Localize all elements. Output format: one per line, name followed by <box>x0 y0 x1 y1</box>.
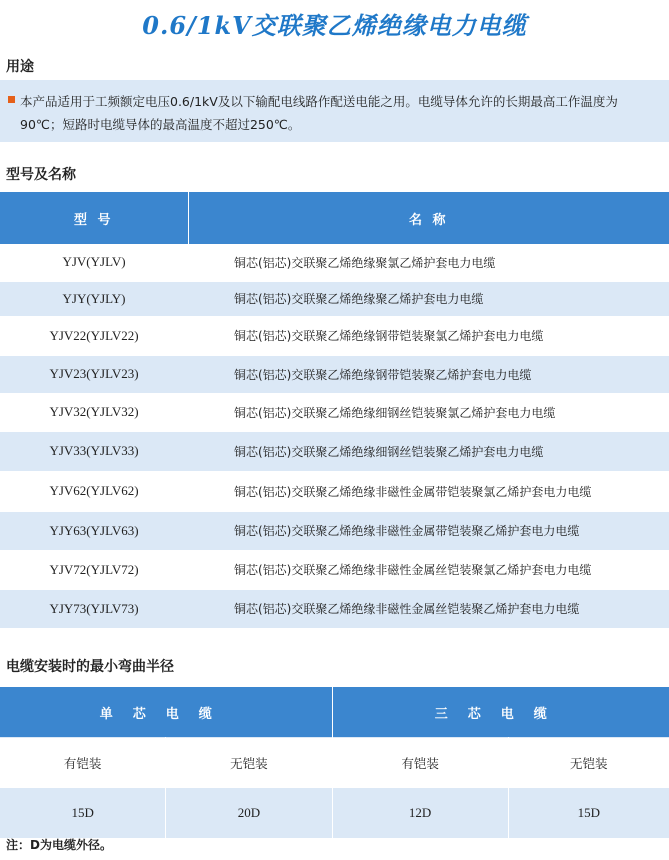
table-row <box>0 316 669 355</box>
bending-heading: 电缆安装时的最小弯曲半径 <box>6 659 174 675</box>
models-heading: 型号及名称 <box>6 167 76 183</box>
table-row <box>0 431 669 471</box>
usage-heading: 用途 <box>6 59 34 75</box>
single-core-header: 单芯电缆 <box>0 687 332 738</box>
model-name: 铜芯(铝芯)交联聚乙烯绝缘钢带铠装聚氯乙烯护套电力电缆 <box>188 316 669 355</box>
model-code: YJV32(YJLV32) <box>0 393 188 431</box>
model-code: YJV72(YJLV72) <box>0 550 188 589</box>
table-row <box>0 281 669 316</box>
table-row <box>0 589 669 628</box>
model-name: 铜芯(铝芯)交联聚乙烯绝缘聚乙烯护套电力电缆 <box>188 281 669 316</box>
model-code: YJV62(YJLV62) <box>0 471 188 511</box>
table-row <box>0 511 669 550</box>
col-name-header: 名 称 <box>188 192 669 244</box>
model-code: YJY63(YJLV63) <box>0 511 188 550</box>
model-name: 铜芯(铝芯)交联聚乙烯绝缘非磁性金属丝铠装聚乙烯护套电力电缆 <box>188 589 669 628</box>
usage-text: 本产品适用于工频额定电压0.6/1kV及以下输配电线路作配送电能之用。电缆导体允许的长期最高工作温度为90℃；短路时电缆导体的最高温度不超过250℃。 <box>20 94 618 132</box>
model-name: 铜芯(铝芯)交联聚乙烯绝缘聚氯乙烯护套电力电缆 <box>188 244 669 281</box>
table-row <box>0 550 669 589</box>
model-code: YJV(YJLV) <box>0 244 188 281</box>
bullet-icon <box>8 96 15 103</box>
table-row <box>0 393 669 431</box>
table-row <box>0 471 669 511</box>
single-unarmored-label: 无铠装 <box>166 738 332 789</box>
model-name: 铜芯(铝芯)交联聚乙烯绝缘钢带铠装聚乙烯护套电力电缆 <box>188 355 669 393</box>
bending-values-row <box>0 788 669 838</box>
model-code: YJV33(YJLV33) <box>0 431 188 471</box>
model-name: 铜芯(铝芯)交联聚乙烯绝缘非磁性金属带铠装聚氯乙烯护套电力电缆 <box>188 471 669 511</box>
model-table <box>0 192 669 629</box>
single-armored-value: 15D <box>0 788 166 838</box>
model-code: YJY(YJLY) <box>0 281 188 316</box>
bending-table <box>0 687 669 838</box>
model-code: YJV22(YJLV22) <box>0 316 188 355</box>
model-code: YJV23(YJLV23) <box>0 355 188 393</box>
single-unarmored-value: 20D <box>166 788 332 838</box>
model-name: 铜芯(铝芯)交联聚乙烯绝缘非磁性金属丝铠装聚氯乙烯护套电力电缆 <box>188 550 669 589</box>
table-row <box>0 355 669 393</box>
model-name: 铜芯(铝芯)交联聚乙烯绝缘细钢丝铠装聚氯乙烯护套电力电缆 <box>188 393 669 431</box>
three-armored-label: 有铠装 <box>332 738 508 789</box>
three-unarmored-label: 无铠装 <box>508 738 669 789</box>
table-row <box>0 244 669 281</box>
page-title: 0.6/1kV交联聚乙烯绝缘电力电缆 <box>142 11 527 40</box>
single-armored-label: 有铠装 <box>0 738 166 789</box>
bending-group-header <box>0 687 669 738</box>
model-name: 铜芯(铝芯)交联聚乙烯绝缘细钢丝铠装聚乙烯护套电力电缆 <box>188 431 669 471</box>
col-model-header: 型 号 <box>0 192 188 244</box>
footnote: 注：D为电缆外径。 <box>6 838 112 852</box>
model-code: YJY73(YJLV73) <box>0 589 188 628</box>
bending-sub-header <box>0 738 669 789</box>
model-table-header <box>0 192 669 244</box>
three-armored-value: 12D <box>332 788 508 838</box>
model-name: 铜芯(铝芯)交联聚乙烯绝缘非磁性金属带铠装聚乙烯护套电力电缆 <box>188 511 669 550</box>
three-unarmored-value: 15D <box>508 788 669 838</box>
three-core-header: 三芯电缆 <box>332 687 669 738</box>
